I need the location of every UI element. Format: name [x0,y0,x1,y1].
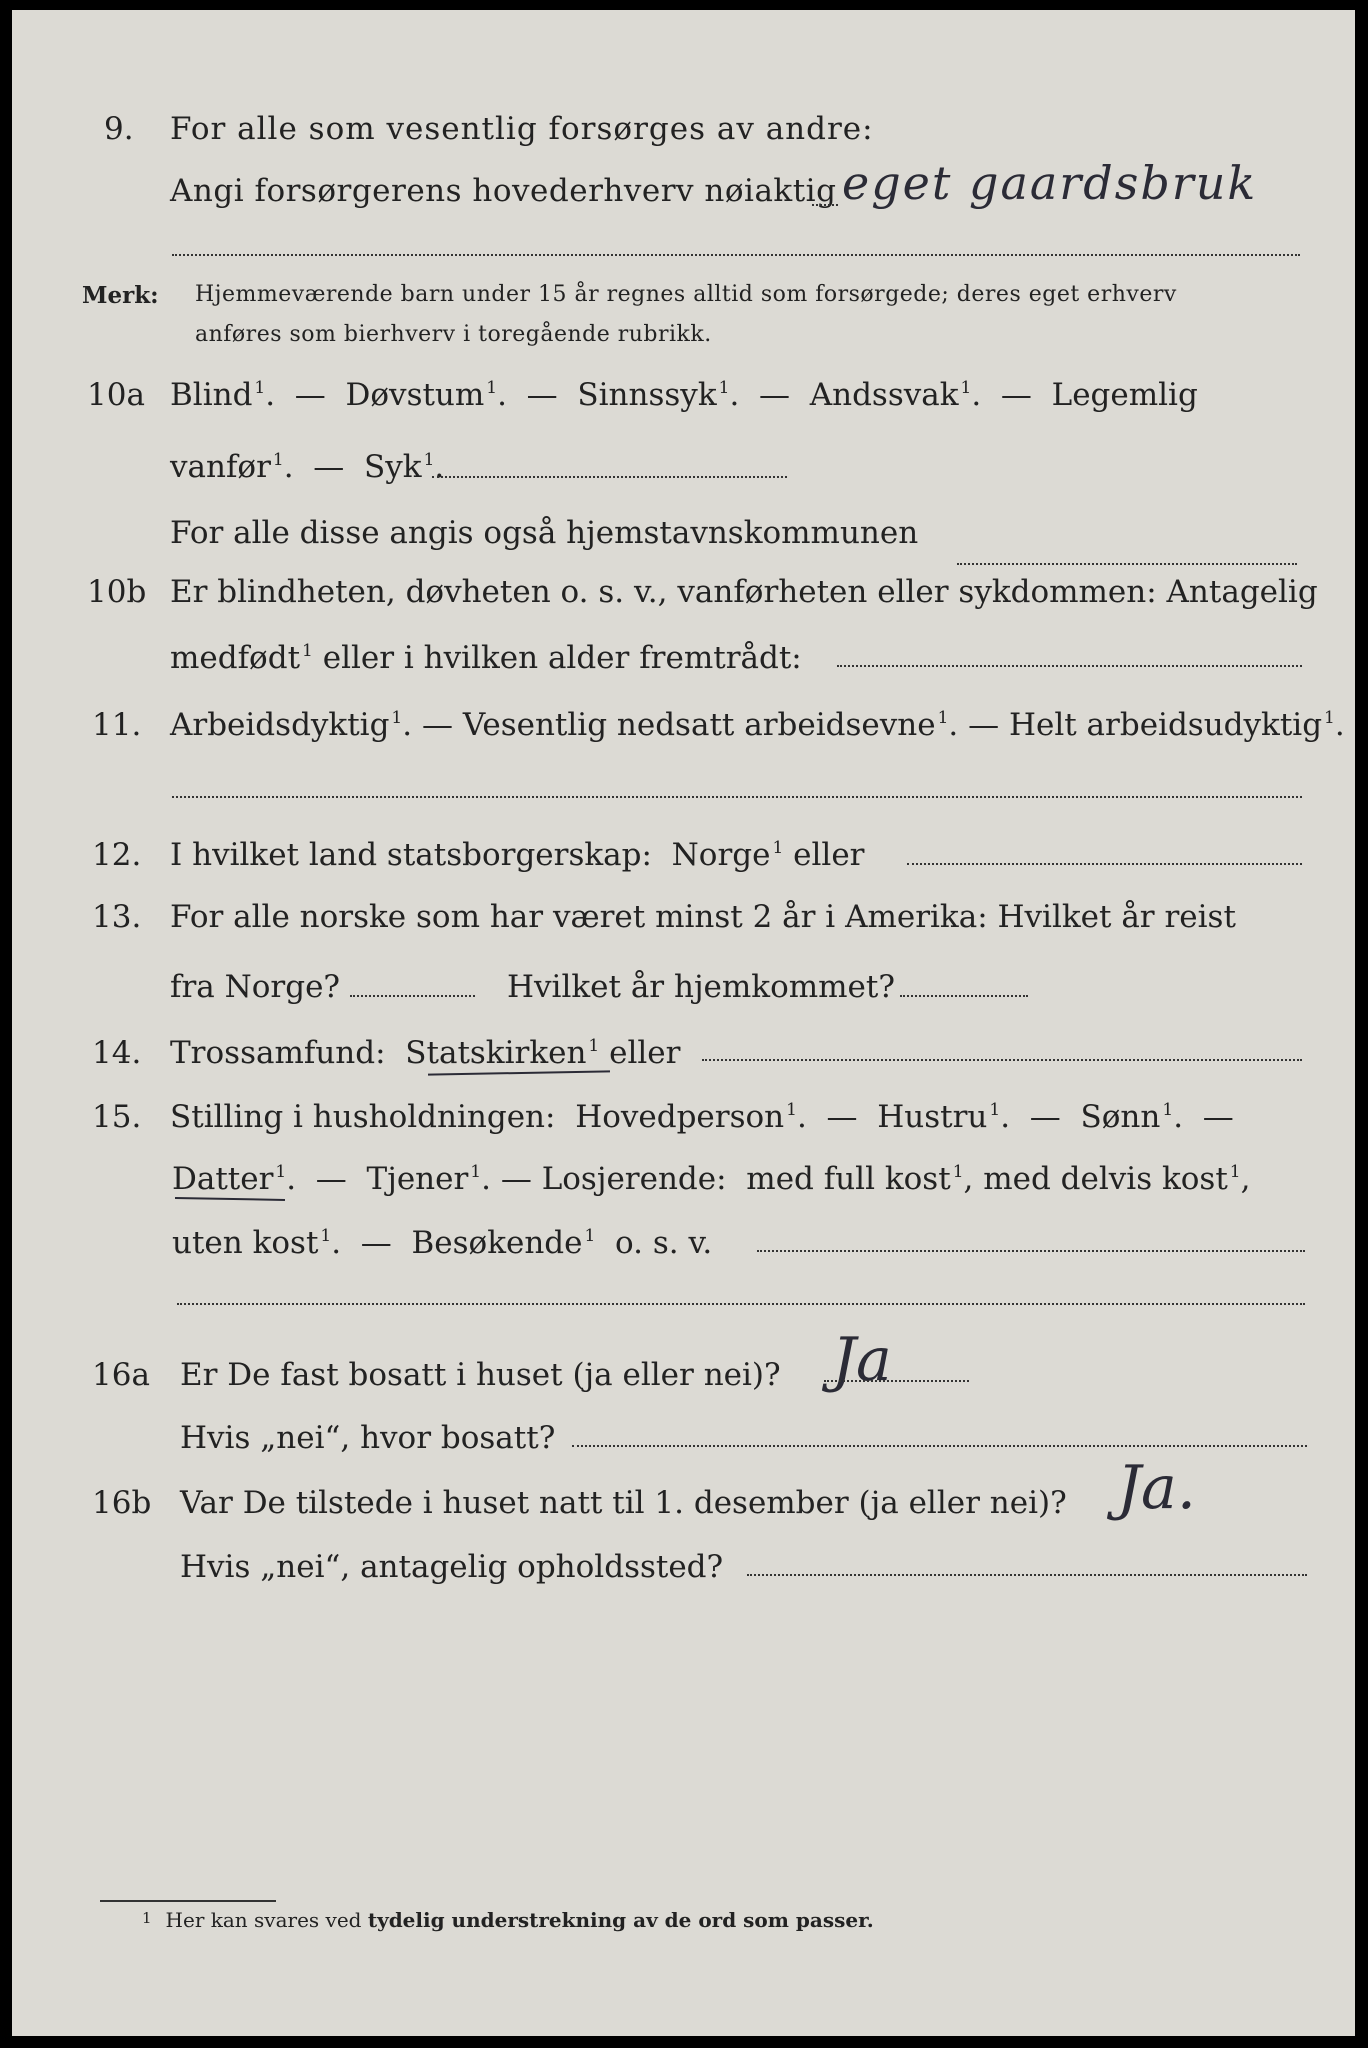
footnote-plain-text: Her kan svares ved [165,1908,362,1932]
q14-label: Trossamfund: [170,1035,386,1071]
q11-number: 11. [92,707,142,743]
option-hustru[interactable]: Hustru [877,1099,988,1135]
footnote-mark: 1 [1162,1100,1174,1120]
q16a-number: 16a [92,1357,150,1393]
q12-text: I hvilket land statsborgerskap: [170,837,652,873]
footnote-bold-text: tydelig understrekning av de ord som passer. [367,1908,874,1932]
q9-second-line [172,254,1300,256]
option-arbeidsdyktig[interactable]: Arbeidsdyktig [170,707,390,743]
footnote-mark: 1 [272,450,284,470]
datter-underline [175,1197,285,1201]
option-tjener[interactable]: Tjener [366,1161,469,1197]
q15-answer-line [757,1250,1305,1252]
footnote-mark: 1 [772,838,784,858]
footnote-mark: 1 [952,1162,964,1182]
q14-number: 14. [92,1035,142,1071]
q10a-kommune-line [957,563,1297,565]
q16a-handwritten-answer: Ja [832,1325,892,1395]
q15-second-line [177,1303,1305,1305]
q16b-line2: Hvis „nei“, antagelig opholdssted? [180,1549,724,1585]
q16a-bosatt-line [572,1445,1307,1447]
footnote-mark: 1 [486,378,498,398]
option-legemlig[interactable]: Legemlig [1051,377,1198,413]
q9-line1: For alle som vesentlig forsørges av andre: [170,111,874,147]
q15-line2: Datter $^1$. — Tjener $^1$. — Losjerende: med full kost $^1$, med delvis kost $^1$, [172,1161,1251,1197]
footnote-mark: 1 [254,378,266,398]
q14-eller: eller [609,1035,681,1071]
q14-line [170,1035,681,1071]
q9-line2: Angi forsørgerens hovederhverv nøiaktig [170,173,837,209]
q16a-line2: Hvis „nei“, hvor bosatt? [180,1420,556,1456]
q10b-number: 10b [87,574,147,610]
q16a-line1: Er De fast bosatt i huset (ja eller nei)? [180,1357,781,1393]
footnote-mark: 1 [470,1162,482,1182]
q13-hjemkommet: Hvilket år hjemkommet? [507,969,895,1005]
census-form-page [12,10,1355,2036]
footnote-mark: 1 [718,378,730,398]
q15-line3: uten kost $^1$. — Besøkende $^1$ o. s. v. [172,1225,713,1261]
q15-label: Stilling i husholdningen: [170,1099,556,1135]
footnote-mark: 1 [275,1162,287,1182]
footnote-mark: 1 [989,1100,1001,1120]
option-sonn[interactable]: Sønn [1080,1099,1161,1135]
footnote-mark: 1 [1324,708,1335,728]
footnote-mark: 1 [302,641,313,661]
option-andssvak[interactable]: Andssvak [809,377,959,413]
footnote-mark: 1 [937,708,949,728]
q10a-answer-line [432,476,787,478]
footnote-mark: 1 [960,378,972,398]
q16b-line1: Var De tilstede i huset natt til 1. desember (ja eller nei)? [180,1485,1067,1521]
option-dovstum[interactable]: Døvstum [345,377,485,413]
q12-number: 12. [92,837,142,873]
option-besokende[interactable]: Besøkende [411,1225,583,1261]
footnote-mark: 1 [588,1036,600,1056]
q10b-line1: Er blindheten, døvheten o. s. v., vanførheten eller sykdommen: Antagelig [170,574,1318,610]
q16b-number: 16b [92,1485,152,1521]
option-statskirken[interactable]: Statskirken [405,1035,587,1071]
merk-label: Merk: [82,282,159,309]
q15-osv: o. s. v. [615,1225,713,1261]
merk-line2: anføres som bierhverv i toregående rubrikk. [195,322,712,347]
footnote-mark: 1 [391,708,403,728]
footnote-mark: 1 [320,1226,332,1246]
q9-number: 9. [104,111,134,147]
q11-line1: Arbeidsdyktig $^1$. — Vesentlig nedsatt arbeidsevne $^1$. — Helt arbeidsudyktig $^1$. [170,707,1345,743]
footnote-mark: 1 [423,450,435,470]
q15-losjerende: Losjerende: [541,1161,727,1197]
option-hovedperson[interactable]: Hovedperson [575,1099,785,1135]
option-sinnssyk[interactable]: Sinnssyk [577,377,717,413]
option-delvis-kost[interactable]: med delvis kost [983,1161,1228,1197]
option-medfodt[interactable]: medfødt [170,640,301,676]
option-full-kost[interactable]: med full kost [746,1161,951,1197]
q9-answer-line [812,204,838,206]
q10b-line2 [170,640,802,676]
option-blind[interactable]: Blind [170,377,253,413]
q10b-line2-rest: eller i hvilken alder fremtrådt: [322,640,802,676]
footnote-mark: 1 [1229,1162,1241,1182]
q12-line [170,837,865,873]
option-vanfor[interactable]: vanfør [170,449,271,485]
option-datter[interactable]: Datter [172,1161,274,1197]
q10a-number: 10a [87,377,145,413]
q13-hjem-answer-line [900,995,1028,997]
q10a-line3: For alle disse angis også hjemstavnskommunen [170,515,919,551]
q14-answer-line [702,1059,1302,1061]
q9-handwritten-answer: eget gaardsbruk [842,156,1258,210]
option-norge[interactable]: Norge [671,837,771,873]
statskirken-underline [428,1070,610,1075]
q13-fra-norge: fra Norge? [170,969,341,1005]
q16a-answer-line [824,1380,969,1382]
q16b-opholdssted-line [747,1574,1307,1576]
q13-line1: For alle norske som har været minst 2 år i Amerika: Hvilket år reist [170,899,1236,935]
footnote-mark: 1 [584,1226,596,1246]
q15-number: 15. [92,1099,142,1135]
option-helt-arbeidsudyktig[interactable]: Helt arbeidsudyktig [1008,707,1323,743]
footnote-rule [100,1900,276,1902]
q10a-line1: Blind $^1$. — Døvstum $^1$. — Sinnssyk $^1$. — Andssvak $^1$. — Legemlig [170,377,1198,413]
footnote-number: 1 [142,1909,152,1927]
q12-answer-line [907,863,1302,865]
footnote [142,1910,874,1930]
q10a-line2: vanfør $^1$. — Syk $^1$. [170,449,445,485]
q16b-handwritten-answer: Ja. [1117,1453,1196,1523]
option-uten-kost[interactable]: uten kost [172,1225,319,1261]
q15-line1: Stilling i husholdningen: Hovedperson $^1$. — Hustru $^1$. — Sønn $^1$. — [170,1099,1234,1135]
merk-line1: Hjemmeværende barn under 15 år regnes alltid som forsørgede; deres eget erhverv [195,282,1177,307]
q11-answer-line [172,796,1302,798]
q13-fra-answer-line [350,995,475,997]
q10b-answer-line [837,665,1302,667]
option-syk[interactable]: Syk [364,449,422,485]
q12-eller: eller [793,837,865,873]
footnote-mark: 1 [786,1100,797,1120]
option-vesentlig-nedsatt[interactable]: Vesentlig nedsatt arbeidsevne [462,707,936,743]
q13-number: 13. [92,899,142,935]
